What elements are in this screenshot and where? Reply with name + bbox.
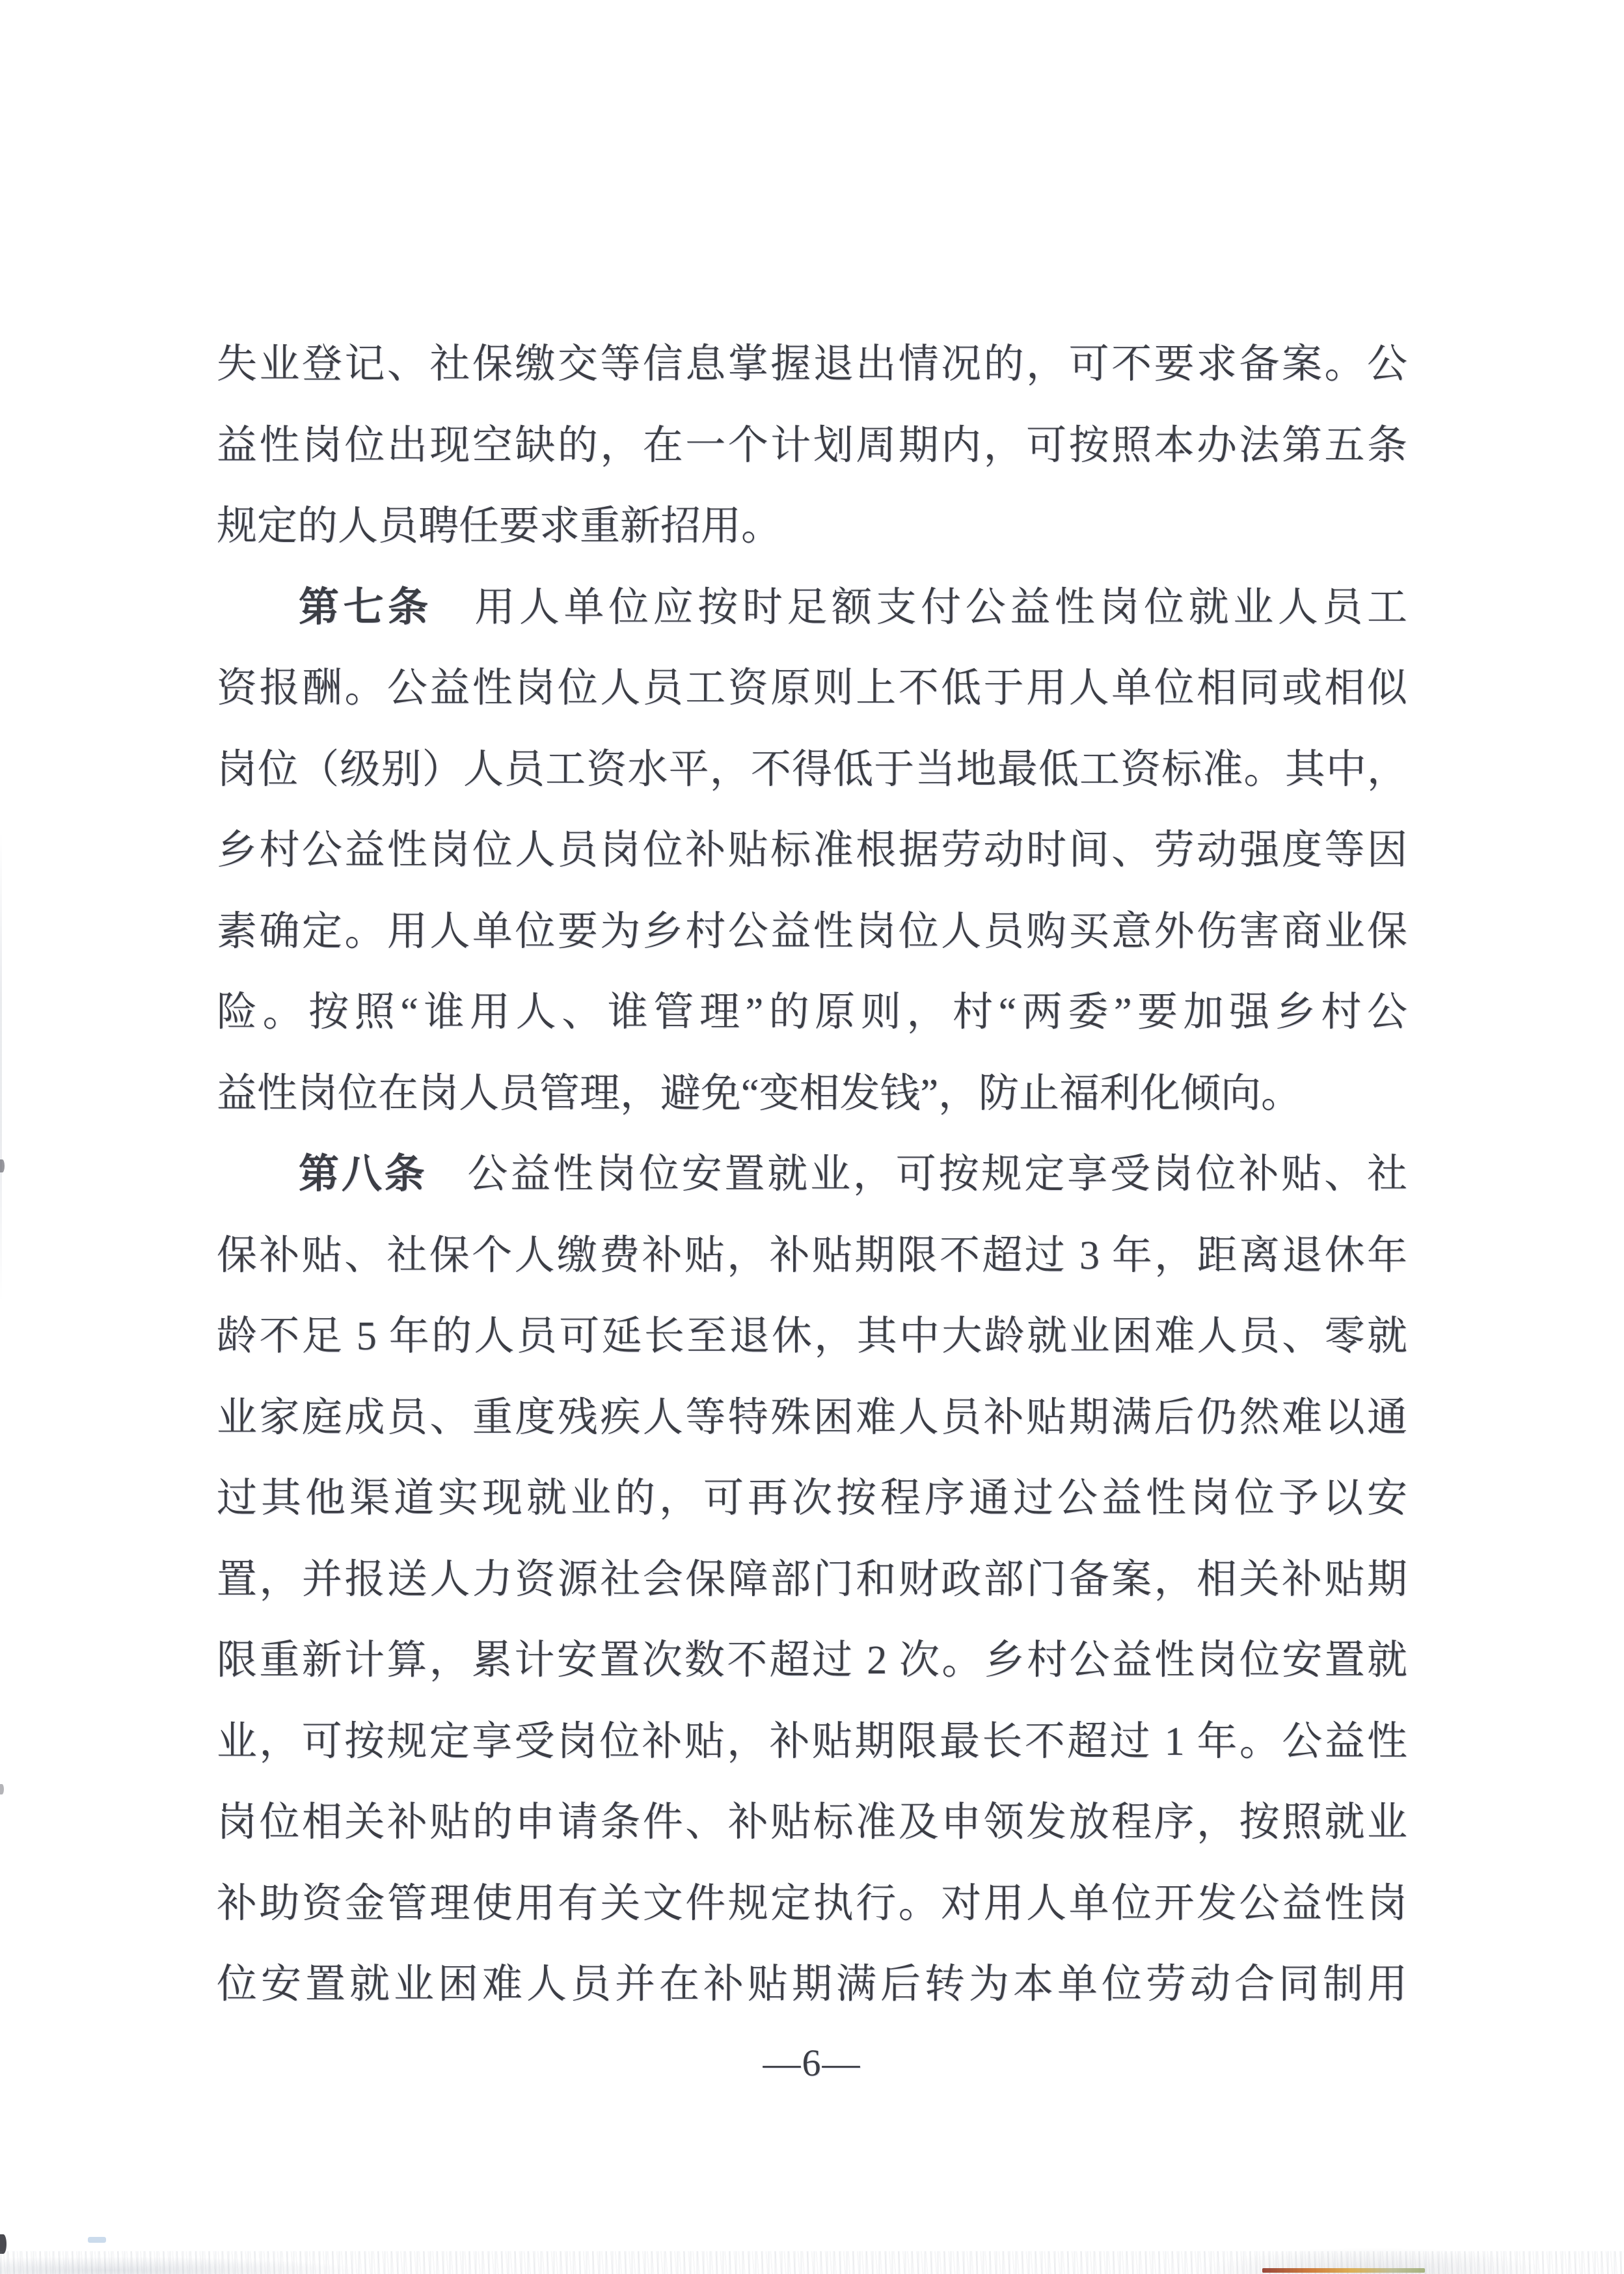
text-line: 过其他渠道实现就业的，可再次按程序通过公益性岗位予以安 <box>217 1476 1407 1521</box>
text-line: 位安置就业困难人员并在补贴期满后转为本单位劳动合同制用 <box>217 1962 1407 2007</box>
text-line: 素确定。用人单位要为乡村公益性岗位人员购买意外伤害商业保 <box>217 909 1407 954</box>
text-run: 公益性岗位安置就业，可按规定享受岗位补贴、社 <box>465 1152 1407 1197</box>
scan-speck <box>0 1159 5 1172</box>
scan-noise-blotch <box>0 2256 364 2274</box>
text-line: 补助资金管理使用有关文件规定执行。对用人单位开发公益性岗 <box>217 1881 1407 1926</box>
text-line: 乡村公益性岗位人员岗位补贴标准根据劳动时间、劳动强度等因 <box>217 828 1407 873</box>
text-run: 用人单位应按时足额支付公益性岗位就业人员工 <box>470 585 1407 630</box>
text-line: 险。按照“谁用人、谁管理”的原则，村“两委”要加强乡村公 <box>217 990 1407 1035</box>
text-line: 资报酬。公益性岗位人员工资原则上不低于用人单位相同或相似 <box>217 666 1407 711</box>
text-line: 益性岗位在岗人员管理，避免“变相发钱”，防止福利化倾向。 <box>217 1071 1302 1116</box>
text-line: 失业登记、社保缴交等信息掌握退出情况的，可不要求备案。公 <box>217 342 1407 386</box>
text-line-article-8 <box>217 1134 1407 1215</box>
text-line: 业，可按规定享受岗位补贴，补贴期限最长不超过 1 年。公益性 <box>217 1719 1407 1764</box>
text-line: 规定的人员聘任要求重新招用。 <box>217 504 782 548</box>
text-line: 保补贴、社保个人缴费补贴，补贴期限不超过 3 年，距离退休年 <box>217 1233 1407 1278</box>
text-line: 业家庭成员、重度残疾人等特殊困难人员补贴期满后仍然难以通 <box>217 1395 1407 1440</box>
text-line: 限重新计算，累计安置次数不超过 2 次。乡村公益性岗位安置就 <box>217 1638 1407 1683</box>
scan-edge-streak <box>0 833 2 1301</box>
scan-color-artifact <box>1262 2268 1425 2273</box>
page-number: —6— <box>763 2042 861 2084</box>
text-line: 岗位（级别）人员工资水平，不得低于当地最低工资标准。其中， <box>217 747 1407 792</box>
scan-speck <box>0 1784 4 1794</box>
document-body-text <box>217 324 1407 2025</box>
text-line-article-7 <box>217 567 1407 649</box>
text-line: 龄不足 5 年的人员可延长至退休，其中大龄就业困难人员、零就 <box>217 1314 1407 1359</box>
text-line: 置，并报送人力资源社会保障部门和财政部门备案，相关补贴期 <box>217 1557 1407 1602</box>
text-line: 益性岗位出现空缺的，在一个计划周期内，可按照本办法第五条 <box>217 423 1407 468</box>
text-line: 岗位相关补贴的申请条件、补贴标准及申领发放程序，按照就业 <box>217 1800 1407 1845</box>
scan-speck <box>88 2237 106 2243</box>
article-7-heading: 第七条 <box>299 585 433 630</box>
article-8-heading: 第八条 <box>299 1152 427 1197</box>
